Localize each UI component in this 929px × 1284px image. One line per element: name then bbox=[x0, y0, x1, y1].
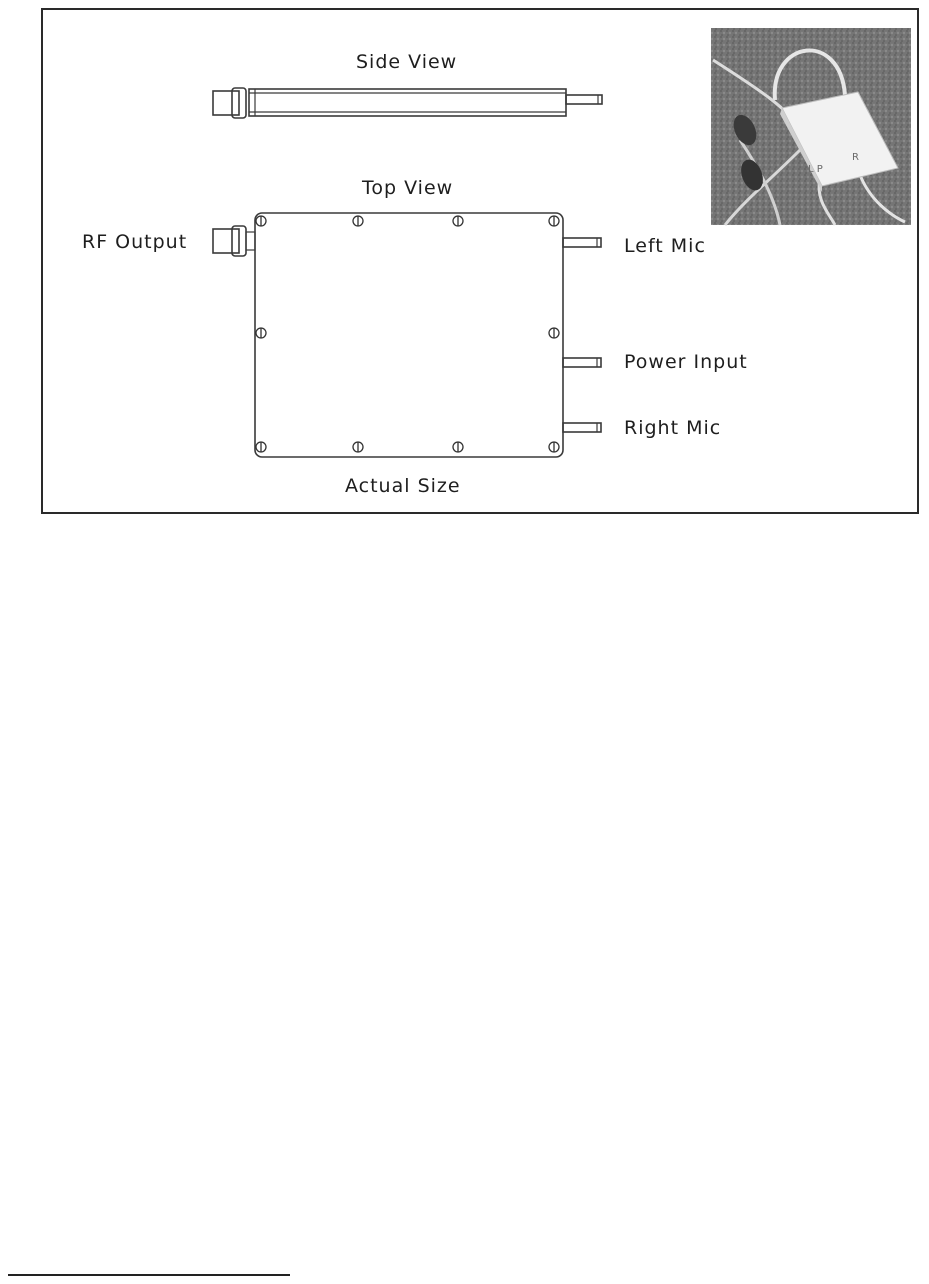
right-mic-connector bbox=[563, 423, 601, 432]
rf-output-connector bbox=[213, 226, 255, 256]
screw-icon bbox=[256, 442, 266, 452]
screw-icon bbox=[353, 216, 363, 226]
photo-marking-left: L P bbox=[808, 164, 823, 175]
screw-icon bbox=[453, 216, 463, 226]
power-input-label: Power Input bbox=[624, 351, 748, 373]
power-input-connector bbox=[563, 358, 601, 367]
right-mic-label: Right Mic bbox=[624, 417, 722, 439]
screw-icon bbox=[353, 442, 363, 452]
photo-marking-right: R bbox=[852, 152, 859, 163]
screw-icon bbox=[549, 328, 559, 338]
side-view-drawing bbox=[213, 88, 602, 118]
footnote-rule bbox=[8, 1274, 290, 1276]
actual-size-caption: Actual Size bbox=[345, 475, 461, 497]
rf-output-label: RF Output bbox=[82, 231, 188, 253]
screw-icon bbox=[549, 442, 559, 452]
left-mic-label: Left Mic bbox=[624, 235, 706, 257]
screw-icon bbox=[453, 442, 463, 452]
top-view-drawing bbox=[255, 213, 563, 457]
top-view-label: Top View bbox=[362, 177, 454, 199]
screw-icon bbox=[256, 216, 266, 226]
left-mic-connector bbox=[563, 238, 601, 247]
screw-icon bbox=[256, 328, 266, 338]
screw-icon bbox=[549, 216, 559, 226]
side-view-label: Side View bbox=[356, 51, 458, 73]
mounting-screws bbox=[256, 216, 559, 452]
device-photo bbox=[711, 28, 911, 225]
